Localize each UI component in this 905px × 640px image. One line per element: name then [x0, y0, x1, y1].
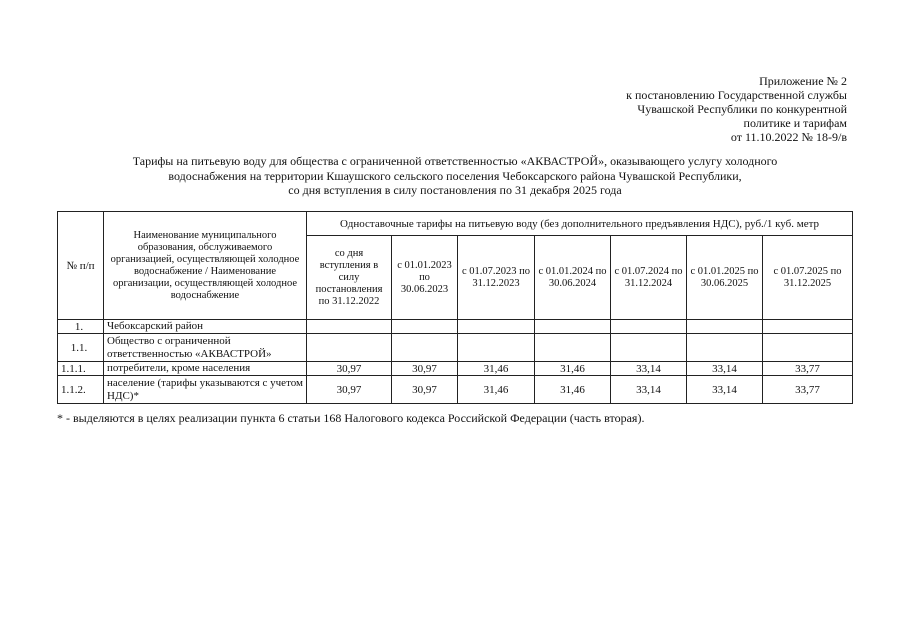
tariff-value: 30,97 — [307, 376, 392, 404]
tariff-value: 33,14 — [611, 362, 687, 376]
table-row — [58, 334, 853, 362]
period-header: с 01.07.2024 по 31.12.2024 — [611, 236, 687, 320]
tariff-value — [763, 334, 853, 362]
period-header: с 01.07.2023 по 31.12.2023 — [458, 236, 535, 320]
tariff-value: 31,46 — [458, 362, 535, 376]
appendix-line: Чувашской Республики по конкурентной — [637, 102, 847, 116]
row-number: 1.1. — [58, 334, 104, 362]
title-line: водоснабжения на территории Кшаушского сельского поселения Чебоксарского района Чувашской Республики, — [168, 168, 742, 183]
row-number: 1. — [58, 320, 104, 334]
tariff-value: 33,14 — [611, 376, 687, 404]
col-name-header: Наименование муниципального образования, обслуживаемого организацией, осуществляющей холодное водоснабжение / Наименование организации, осуществляющей холодное водоснабжение — [104, 212, 307, 320]
title-line: Тарифы на питьевую воду для общества с ограниченной ответственностью «АКВАСТРОЙ», оказывающего услугу холодного — [132, 154, 778, 168]
tariff-value: 31,46 — [535, 362, 611, 376]
col-num-header: № п/п — [58, 212, 104, 320]
period-header: с 01.07.2025 по 31.12.2025 — [763, 236, 853, 320]
table-row — [58, 320, 853, 334]
appendix-line: политике и тарифам — [743, 116, 847, 130]
table-row — [58, 376, 853, 404]
tariff-value — [392, 320, 458, 334]
row-name: потребители, кроме населения — [104, 362, 307, 376]
tariff-table — [57, 211, 853, 404]
row-name: население (тарифы указываются с учетом НДС)* — [104, 376, 307, 404]
tariff-group-header: Одноставочные тарифы на питьевую воду (без дополнительного предъявления НДС), руб./1 куб. метр — [307, 212, 853, 236]
tariff-value — [535, 334, 611, 362]
tariff-value: 33,14 — [687, 376, 763, 404]
title-line: со дня вступления в силу постановления по 31 декабря 2025 года — [288, 183, 622, 197]
appendix-line: от 11.10.2022 № 18-9/в — [730, 130, 847, 144]
row-number: 1.1.1. — [58, 362, 104, 376]
tariff-value — [307, 334, 392, 362]
period-header: с 01.01.2023 по 30.06.2023 — [392, 236, 458, 320]
tariff-value: 31,46 — [535, 376, 611, 404]
tariff-value: 30,97 — [392, 362, 458, 376]
footnote: * - выделяются в целях реализации пункта 6 статьи 168 Налогового кодекса Российской Федерации (часть вторая). — [57, 411, 645, 425]
period-header: с 01.01.2024 по 30.06.2024 — [535, 236, 611, 320]
tariff-value — [763, 320, 853, 334]
appendix-line: к постановлению Государственной службы — [626, 88, 847, 102]
tariff-value — [392, 334, 458, 362]
tariff-value: 33,77 — [763, 376, 853, 404]
appendix-block — [587, 74, 847, 144]
tariff-value — [458, 334, 535, 362]
tariff-value: 33,14 — [687, 362, 763, 376]
tariff-value — [611, 334, 687, 362]
table-header-row — [58, 212, 853, 236]
tariff-value: 30,97 — [392, 376, 458, 404]
tariff-value — [458, 320, 535, 334]
tariff-value — [307, 320, 392, 334]
tariff-value: 33,77 — [763, 362, 853, 376]
table-row — [58, 362, 853, 376]
period-header: с 01.01.2025 по 30.06.2025 — [687, 236, 763, 320]
tariff-value — [687, 320, 763, 334]
row-number: 1.1.2. — [58, 376, 104, 404]
tariff-value: 30,97 — [307, 362, 392, 376]
appendix-line: Приложение № 2 — [759, 74, 847, 88]
tariff-value — [611, 320, 687, 334]
tariff-value: 31,46 — [458, 376, 535, 404]
document-title — [60, 154, 850, 198]
tariff-value — [535, 320, 611, 334]
row-name: Общество с ограниченной ответственностью «АКВАСТРОЙ» — [104, 334, 307, 362]
period-header: со дня вступления в силу постановления по 31.12.2022 — [307, 236, 392, 320]
tariff-value — [687, 334, 763, 362]
row-name: Чебоксарский район — [104, 320, 307, 334]
